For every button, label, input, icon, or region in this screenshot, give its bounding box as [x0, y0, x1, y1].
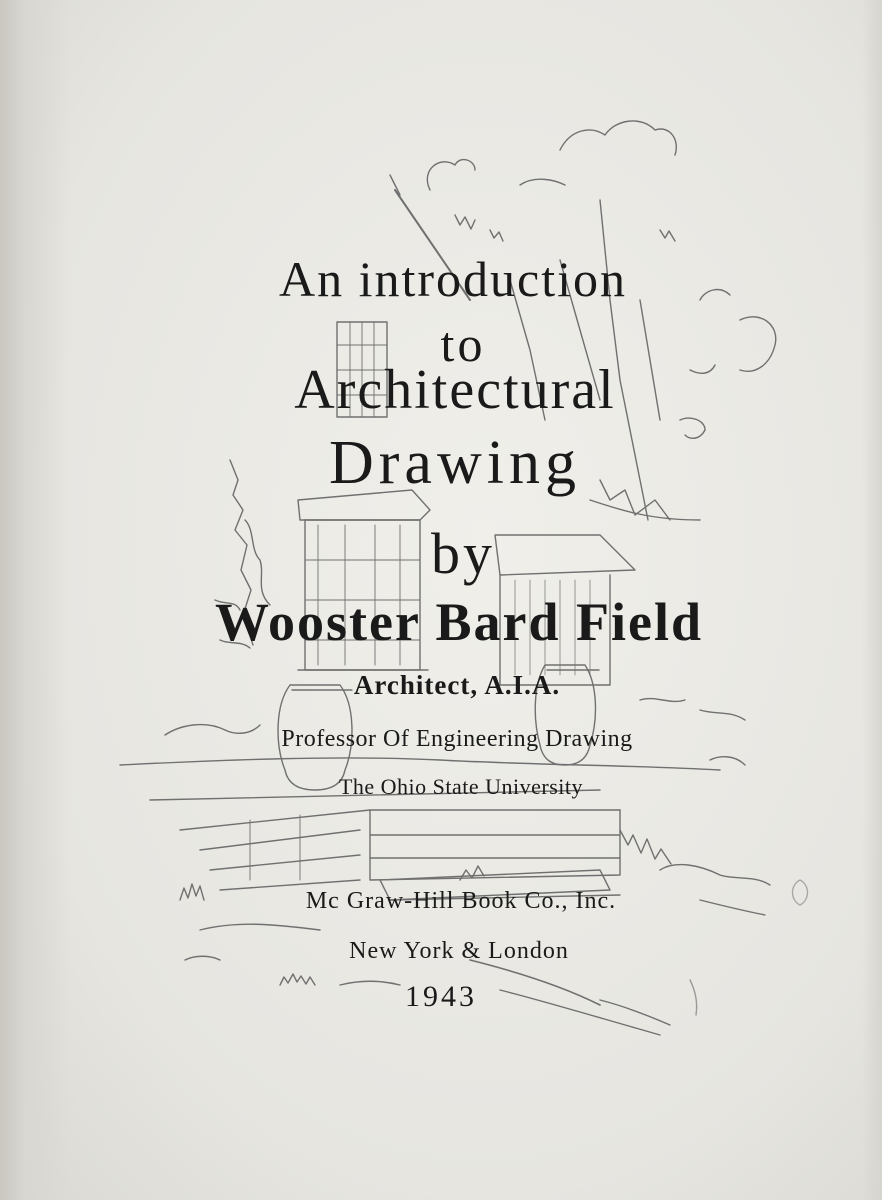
author-name: Wooster Bard Field — [215, 592, 703, 652]
author-credential: Architect, A.I.A. — [353, 670, 561, 700]
title-line-1: An introduction — [278, 251, 628, 307]
title-line-3: Architectural — [294, 359, 616, 421]
author-position: Professor Of Engineering Drawing — [281, 726, 633, 752]
publisher-cities: New York & London — [349, 938, 569, 964]
author-institution: The Ohio State University — [338, 774, 584, 799]
title-line-4: Drawing — [329, 429, 581, 497]
by-line: by — [431, 521, 495, 586]
publication-year: 1943 — [405, 980, 477, 1013]
publisher-name: Mc Graw-Hill Book Co., Inc. — [305, 888, 617, 914]
title-line-2: to — [440, 316, 486, 372]
